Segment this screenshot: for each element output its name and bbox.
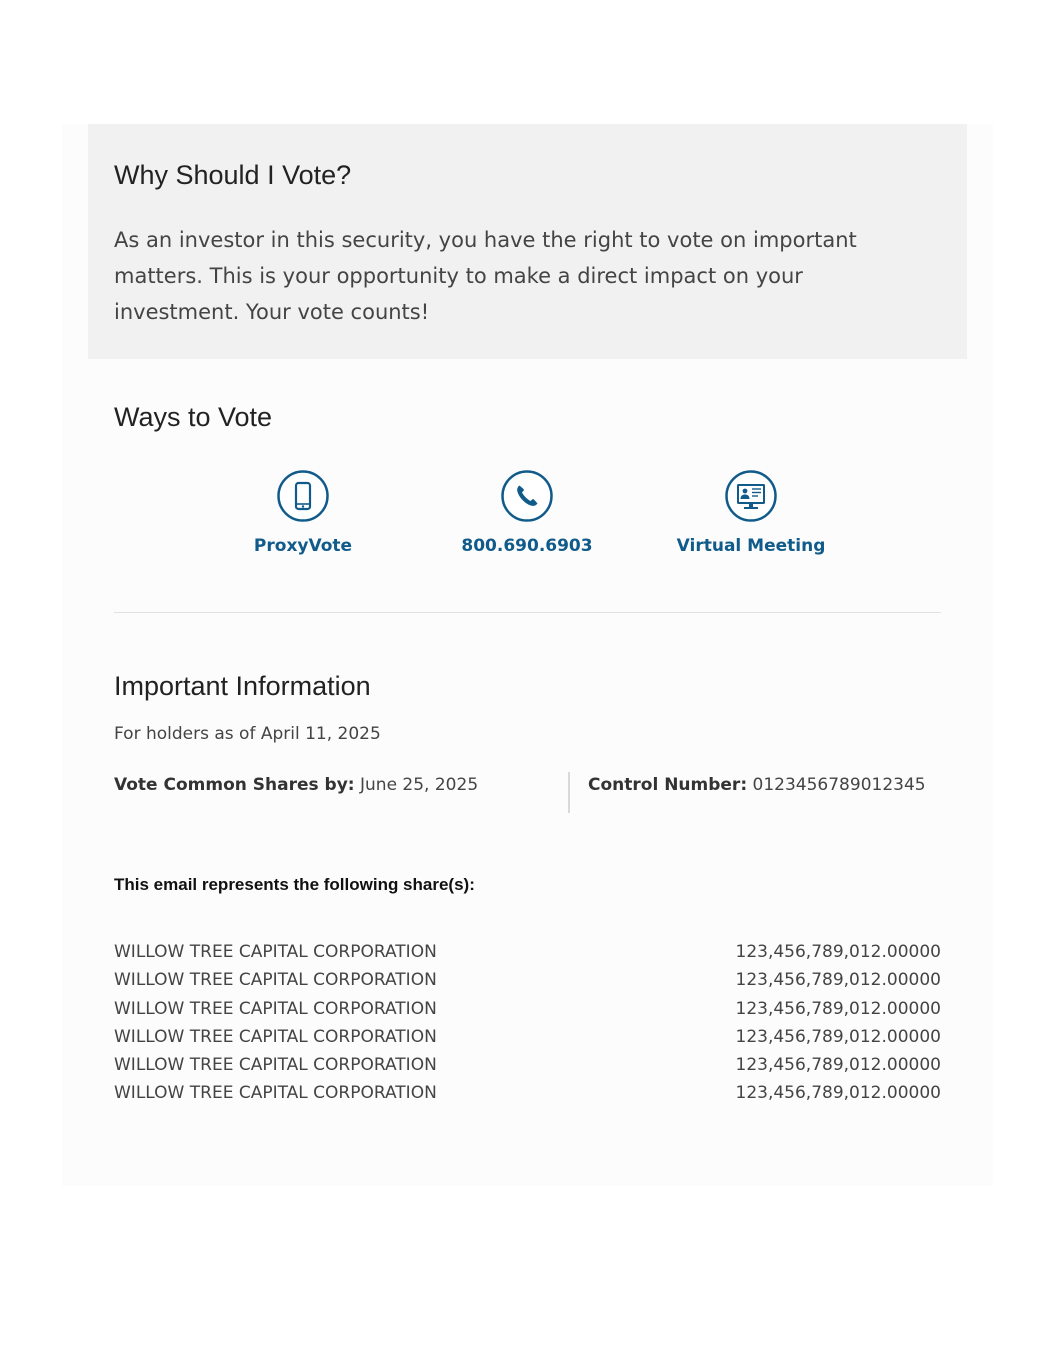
virtual-meeting-link[interactable] bbox=[651, 470, 851, 556]
proxyvote-label: ProxyVote bbox=[253, 536, 353, 556]
shares-list bbox=[114, 942, 941, 1112]
virtual-meeting-monitor-icon bbox=[725, 470, 777, 522]
share-row bbox=[114, 1083, 941, 1111]
proxyvote-link[interactable] bbox=[203, 470, 403, 556]
share-row bbox=[114, 1055, 941, 1083]
important-info-title: Important Information bbox=[114, 671, 371, 701]
share-amount: 123,456,789,012.00000 bbox=[735, 1083, 941, 1104]
phone-number-label: 800.690.6903 bbox=[461, 536, 593, 556]
why-vote-title: Why Should I Vote? bbox=[114, 160, 352, 190]
shares-heading: This email represents the following share(s): bbox=[114, 875, 475, 894]
mobile-phone-icon bbox=[277, 470, 329, 522]
share-name: WILLOW TREE CAPITAL CORPORATION bbox=[114, 970, 437, 991]
share-amount: 123,456,789,012.00000 bbox=[735, 1055, 941, 1076]
vote-deadline-label: Vote Common Shares by: bbox=[114, 775, 355, 795]
share-amount: 123,456,789,012.00000 bbox=[735, 970, 941, 991]
phone-vote-link[interactable] bbox=[427, 470, 627, 556]
share-amount: 123,456,789,012.00000 bbox=[735, 998, 941, 1019]
share-name: WILLOW TREE CAPITAL CORPORATION bbox=[114, 942, 437, 962]
share-amount: 123,456,789,012.00000 bbox=[735, 942, 941, 962]
share-row bbox=[114, 942, 941, 970]
vote-deadline bbox=[114, 775, 478, 795]
share-row bbox=[114, 970, 941, 998]
control-number bbox=[588, 775, 926, 795]
column-separator bbox=[568, 772, 570, 813]
share-row bbox=[114, 1027, 941, 1055]
section-divider bbox=[114, 612, 941, 613]
holders-date-text: For holders as of April 11, 2025 bbox=[114, 724, 381, 744]
vote-deadline-value: June 25, 2025 bbox=[360, 775, 479, 795]
virtual-meeting-label: Virtual Meeting bbox=[676, 536, 826, 556]
share-name: WILLOW TREE CAPITAL CORPORATION bbox=[114, 998, 437, 1019]
share-name: WILLOW TREE CAPITAL CORPORATION bbox=[114, 1055, 437, 1076]
why-vote-text: As an investor in this security, you have the right to vote on important matters. This is your opportunity to make a direct impact on your investment. Your vote counts! bbox=[114, 228, 857, 324]
ways-to-vote-title: Ways to Vote bbox=[114, 402, 273, 432]
telephone-icon bbox=[501, 470, 553, 522]
share-row bbox=[114, 999, 941, 1027]
control-number-label: Control Number: bbox=[588, 775, 748, 795]
share-amount: 123,456,789,012.00000 bbox=[735, 1026, 941, 1047]
share-name: WILLOW TREE CAPITAL CORPORATION bbox=[114, 1026, 437, 1047]
control-number-value: 0123456789012345 bbox=[752, 775, 926, 795]
share-name: WILLOW TREE CAPITAL CORPORATION bbox=[114, 1083, 437, 1104]
